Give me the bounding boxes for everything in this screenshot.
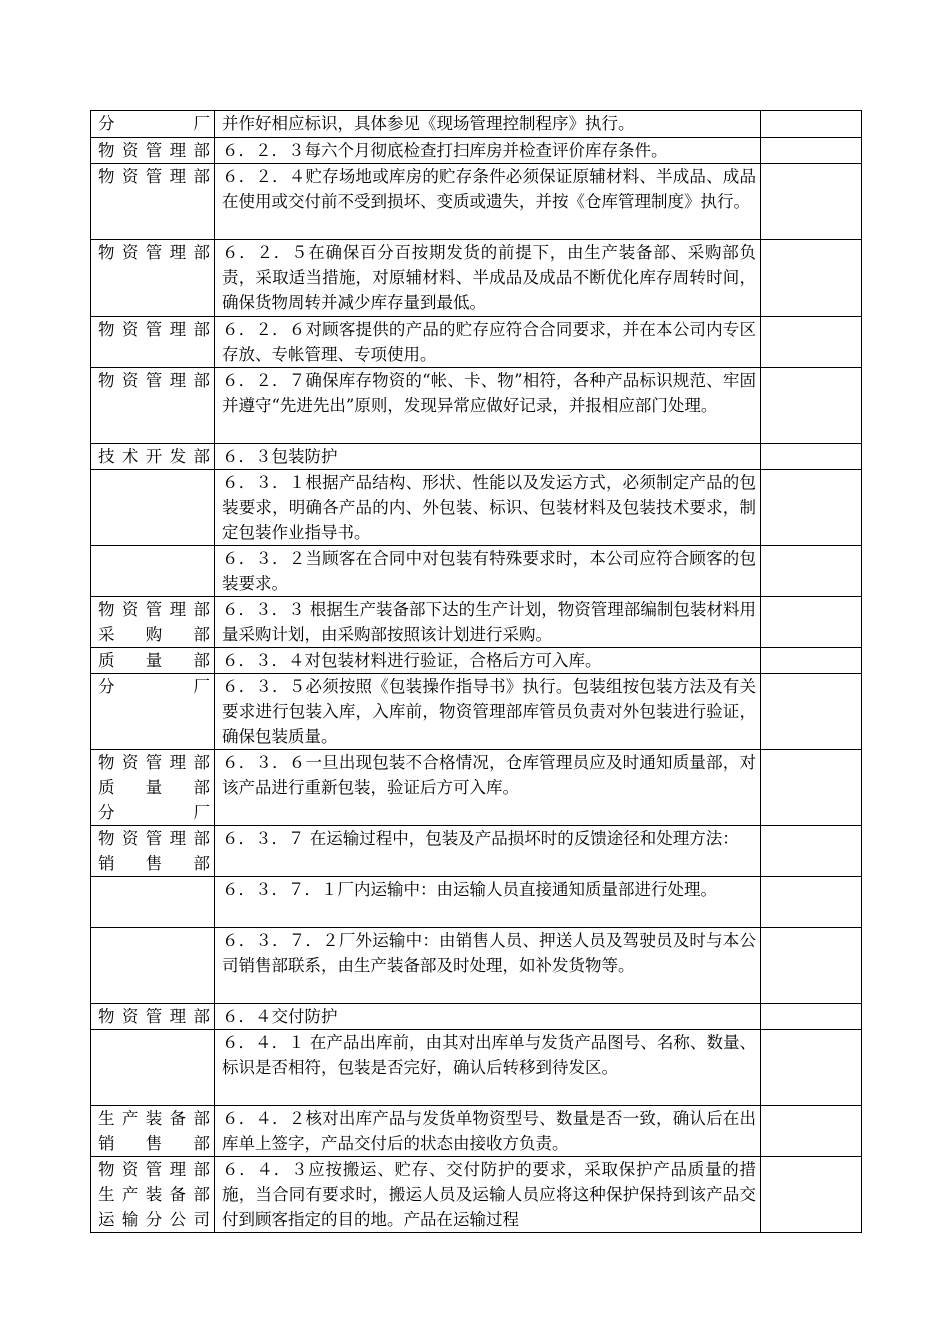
table-row [91,164,862,240]
table-row [91,597,862,648]
content-cell [215,1030,761,1106]
content-cell [215,444,761,470]
procedure-table [90,110,862,1233]
department-name: 销售部 [98,854,210,873]
content-cell [215,648,761,674]
department-cell [91,240,215,317]
department-name: 物资管理部 [98,371,210,390]
procedure-text: 并作好相应标识，具体参见《现场管理控制程序》执行。 [222,114,635,133]
note-cell [761,750,862,826]
content-cell [215,111,761,138]
table-row [91,877,862,928]
table-row [91,648,862,674]
note-cell [761,877,862,928]
department-cell [91,111,215,138]
department-cell [91,1106,215,1157]
procedure-text: ６．３包装防护 [222,447,338,466]
department-name: 物资管理部 [98,1007,210,1026]
note-cell [761,674,862,750]
note-cell [761,1157,862,1233]
department-name: 物资管理部 [98,243,210,262]
note-cell [761,648,862,674]
content-cell [215,1004,761,1030]
table-row [91,826,862,877]
department-name: 分厂 [98,803,210,822]
procedure-text: ６．３．６一旦出现包装不合格情况，仓库管理员应及时通知质量部，对该产品进行重新包装，验证后方可入库。 [222,753,756,797]
procedure-text: ６．４．２核对出库产品与发货单物资型号、数量是否一致，确认后在出库单上签字，产品交付后的状态由接收方负责。 [222,1109,756,1153]
department-cell [91,1157,215,1233]
note-cell [761,597,862,648]
table-row [91,368,862,444]
procedure-text: ６．３．３ 根据生产装备部下达的生产计划，物资管理部编制包装材料用量采购计划，由采购部按照该计划进行采购。 [222,600,756,644]
procedure-text: ６．３．１根据产品结构、形状、性能以及发运方式，必须制定产品的包装要求，明确各产品的内、外包装、标识、包装材料及包装技术要求，制定包装作业指导书。 [222,473,756,542]
table-row [91,1106,862,1157]
procedure-text: ６．３．４对包装材料进行验证，合格后方可入库。 [222,651,602,670]
content-cell [215,826,761,877]
table-row [91,750,862,826]
note-cell [761,1004,862,1030]
department-name: 质量部 [98,651,210,670]
department-name: 物资管理部 [98,141,210,160]
table-row [91,546,862,597]
note-cell [761,240,862,317]
department-cell [91,546,215,597]
note-cell [761,317,862,368]
procedure-text: ６．３．２当顾客在合同中对包装有特殊要求时，本公司应符合顾客的包装要求。 [222,549,756,593]
department-cell [91,164,215,240]
department-cell [91,648,215,674]
department-name: 生产装备部 [98,1109,210,1128]
department-cell [91,597,215,648]
department-cell [91,317,215,368]
procedure-text: ６．２．３每六个月彻底检查打扫库房并检查评价库存条件。 [222,141,668,160]
department-cell [91,750,215,826]
department-cell [91,928,215,1004]
note-cell [761,368,862,444]
procedure-text: ６．２．５在确保百分百按期发货的前提下，由生产装备部、采购部负责，采取适当措施，对原辅材料、半成品及成品不断优化库存周转时间，确保货物周转并减少库存量到最低。 [222,243,756,312]
procedure-text: ６．２．４贮存场地或库房的贮存条件必须保证原辅材料、半成品、成品在使用或交付前不受到损坏、变质或遗失，并按《仓库管理制度》执行。 [222,167,756,211]
department-name: 物资管理部 [98,600,210,619]
department-cell [91,470,215,546]
department-cell [91,674,215,750]
department-cell [91,138,215,164]
procedure-text: ６．４．１ 在产品出库前，由其对出库单与发货产品图号、名称、数量、标识是否相符，包装是否完好，确认后转移到待发区。 [222,1033,756,1077]
table-row [91,928,862,1004]
content-cell [215,928,761,1004]
table-row [91,444,862,470]
procedure-text: ６．３．５必须按照《包装操作指导书》执行。包装组按包装方法及有关要求进行包装入库，入库前，物资管理部库管员负责对外包装进行验证，确保包装质量。 [222,677,756,746]
department-name: 质量部 [98,778,210,797]
content-cell [215,240,761,317]
note-cell [761,470,862,546]
note-cell [761,138,862,164]
department-cell [91,826,215,877]
department-name: 生产装备部 [98,1185,210,1204]
content-cell [215,597,761,648]
content-cell [215,546,761,597]
procedure-text: ６．２．７确保库存物资的“帐、卡、物”相符，各种产品标识规范、牢固并遵守“先进先出”原则，发现异常应做好记录，并报相应部门处理。 [222,371,756,415]
department-name: 采购部 [98,625,210,644]
procedure-text: ６．４．３应按搬运、贮存、交付防护的要求，采取保护产品质量的措施，当合同有要求时，搬运人员及运输人员应将这种保护保持到该产品交付到顾客指定的目的地。产品在运输过程 [222,1160,756,1229]
department-name: 技术开发部 [98,447,210,466]
department-name: 物资管理部 [98,753,210,772]
department-name: 物资管理部 [98,167,210,186]
department-cell [91,368,215,444]
table-row [91,1030,862,1106]
note-cell [761,928,862,1004]
procedure-text: ６．４交付防护 [222,1007,338,1026]
department-name: 分厂 [98,677,210,696]
department-name: 物资管理部 [98,829,210,848]
content-cell [215,164,761,240]
table-row [91,317,862,368]
note-cell [761,111,862,138]
table-row [91,240,862,317]
note-cell [761,164,862,240]
table-row [91,674,862,750]
department-name: 销售部 [98,1134,210,1153]
content-cell [215,750,761,826]
department-name: 物资管理部 [98,1160,210,1179]
content-cell [215,877,761,928]
procedure-text: ６．２．６对顾客提供的产品的贮存应符合合同要求，并在本公司内专区存放、专帐管理、专项使用。 [222,320,756,364]
department-name: 运输分公司 [98,1210,210,1229]
note-cell [761,1030,862,1106]
procedure-text: ６．３．７．２厂外运输中：由销售人员、押送人员及驾驶员及时与本公司销售部联系，由生产装备部及时处理，如补发货物等。 [222,931,756,975]
table-row [91,1004,862,1030]
table-row [91,111,862,138]
procedure-text: ６．３．７ 在运输过程中，包装及产品损坏时的反馈途径和处理方法： [222,829,739,848]
department-name: 分厂 [98,114,210,133]
department-cell [91,444,215,470]
content-cell [215,1106,761,1157]
content-cell [215,1157,761,1233]
department-cell [91,1004,215,1030]
table-row [91,470,862,546]
note-cell [761,444,862,470]
note-cell [761,1106,862,1157]
table-row [91,138,862,164]
content-cell [215,317,761,368]
table-row [91,1157,862,1233]
content-cell [215,138,761,164]
content-cell [215,470,761,546]
procedure-text: ６．３．７．１厂内运输中：由运输人员直接通知质量部进行处理。 [222,880,717,899]
department-name: 物资管理部 [98,320,210,339]
content-cell [215,368,761,444]
content-cell [215,674,761,750]
note-cell [761,546,862,597]
table-body [91,111,862,1233]
department-cell [91,1030,215,1106]
department-cell [91,877,215,928]
note-cell [761,826,862,877]
